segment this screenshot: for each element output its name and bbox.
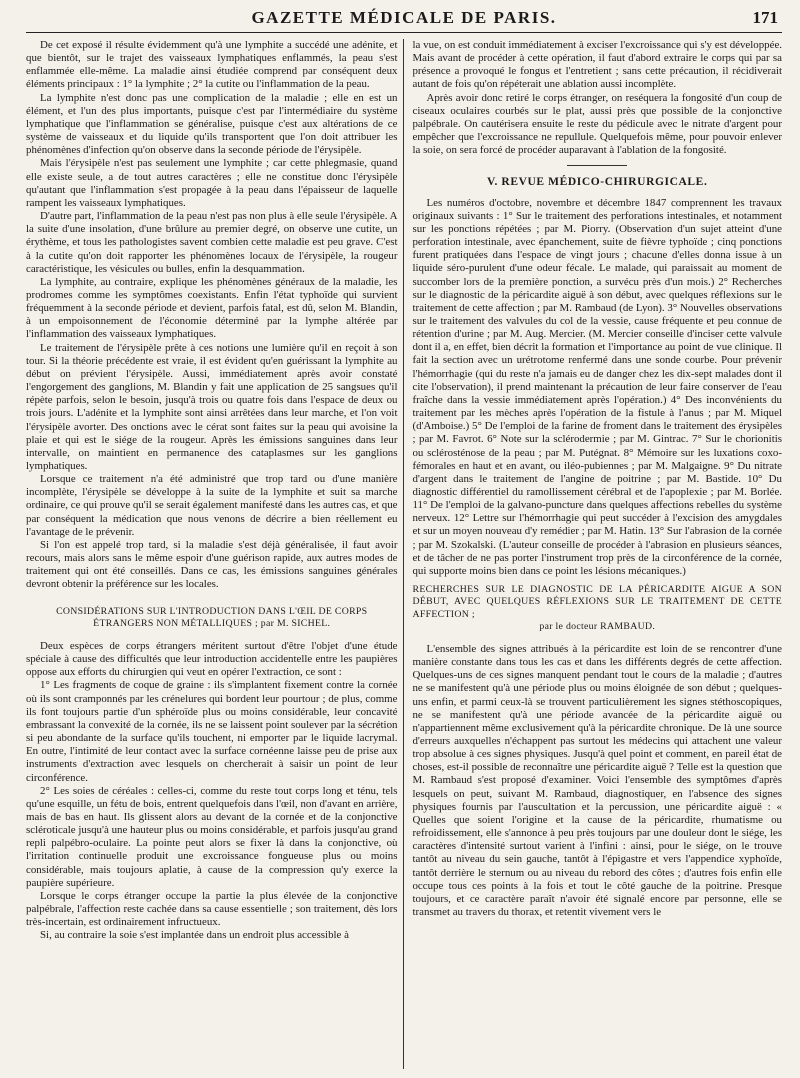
article-author: par le docteur RAMBAUD.	[539, 620, 656, 632]
divider	[567, 165, 627, 166]
page-number: 171	[752, 8, 778, 27]
journal-title: GAZETTE MÉDICALE DE PARIS.	[251, 8, 557, 27]
article-title-rambaud	[412, 584, 782, 633]
paragraph: Si, au contraire la soie s'est implantée dans un endroit plus accessible à	[40, 929, 349, 942]
right-column	[403, 39, 782, 1069]
paragraph: 1° Les fragments de coque de graine : ils s'implantent fixement contre la cornée où ils sont cramponnés par les crénelures qui bordent leur pourtour ; de plus, comme ils font toujours partie d'un sphéroïde plus ou moins considérable, leur concavité embrassant la convexité de la cornée, ils ne se laissent point soulever par la sécrétion si peu abondante de la surface qu'ils touchent, ni emporter par le liquide lacrymal. En outre, l'intimité de leur contact avec la surface cornéenne laisse peu de prise aux instruments d'extraction avec lesquels on chercherait à saisir un point de leur circonférence.	[26, 679, 398, 784]
spacer	[26, 592, 397, 602]
paragraph: Mais l'érysipèle n'est pas seulement une lymphite ; car cette phlegmasie, quand elle existe seule, a de tout autres caractères ; elle ne constitue donc l'érysipèle qu'autant que l'inflammation s'est propagée à la peau dans l'épaisseur de laquelle rampent les vaisseaux lymphatiques.	[26, 157, 398, 209]
paragraph: D'autre part, l'inflammation de la peau n'est pas non plus à elle seule l'érysipèle. A la suite d'une insolation, d'une brûlure au premier degré, on observe une cutite, un érythème, et tous les pathologistes savent combien cette maladie est peu grave. C'est à la cutite qu'on doit rapporter les phénomènes locaux de l'érysipèle, la rougeur caractéristique, les vésicules ou bulles, enfin la desquammation.	[26, 210, 398, 275]
paragraph: L'ensemble des signes attribués à la péricardite est loin de se rencontrer d'une manière constante dans tous les cas et dans les différents degrés de cette affection. Quelques-uns de ces signes manquent pendant tout le cours de la maladie ; d'autres ne se manifestent qu'à une période plus ou moins éloignée de son début ; quelques-uns enfin, et parmi ceux-là se trouvent particulièrement les signes stéthoscopiques, ne se manifestent qu'à une période avancée de la péricardite aiguë ou n'appartiennent même exclusivement qu'à la péricardite chronique. De là une source d'erreurs auxquelles n'échappent pas surtout les médecins qui attachent une valeur trop absolue à ces signes physiques. Jusqu'à quel point et comment, en pareil état de choses, est-il possible de reconnaître une péricardite aiguë ? Telle est la question que M. Rambaud s'est proposé d'examiner. Voici l'ensemble des symptômes d'après lesquels on peut, suivant M. Rambaud, diagnostiquer, en l'absence des signes physiques fournis par l'auscultation et la percussion, une péricardite aiguë : « Quelles que soient l'origine et la cause de la péricardite, rhumatisme ou refroidissement, elle s'annonce à peu près toujours par une douleur dont le siége, les caractères d'intensité surtout varient à l'infini : ainsi, pour le siége, on le trouve tantôt au niveau du sein gauche, tantôt à l'épigastre et vers l'appendice xyphoïde, tantôt derrière le sternum ou au niveau du rebord des côtes ; d'autres fois enfin elle occupe tous ces points à la fois et tout le côté gauche de la poitrine. Presque toujours, et ce caractère paraît n'avoir été signalé encore par personne, elle se transmet au travers du thorax, et retentit vivement vers le	[412, 642, 782, 919]
page-header	[26, 6, 782, 33]
paragraph: Deux espèces de corps étrangers méritent surtout d'être l'objet d'une étude spéciale à cause des difficultés que leur introduction accidentelle entre les paupières oppose aux efforts du chirurgien qui veut en opérer l'extraction, ce sont :	[26, 639, 398, 679]
paragraph: De cet exposé il résulte évidemment qu'à une lymphite a succédé une adénite, et que bientôt, sur le trajet des vaisseaux lymphatiques enflammés, la peau s'est enflammée elle-même. La maladie ainsi étudiée comprend par conséquent deux éléments principaux : 1° la lymphite ; 2° la cutite ou l'inflammation de la peau.	[26, 39, 398, 91]
text-columns	[26, 39, 782, 1069]
paragraph: Après avoir donc retiré le corps étranger, on reséquera la fongosité d'un coup de ciseaux oculaires courbés sur le plat, aussi près que possible de la conjonctive palpébrale. On cautérisera ensuite le reste du pédicule avec le nitrate d'argent pour empêcher que l'excroissance ne repullule. Quelquefois même, pour pouvoir enlever la soie, on sera forcé de procéder auparavant à l'ablation de la fongosité.	[412, 91, 782, 157]
paragraph: 2° Les soies de céréales : celles-ci, comme du reste tout corps long et ténu, tels qu'une esquille, un fétu de bois, entrent quelquefois dans l'œil, non d'avant en arrière, mais de bas en haut. Ils glissent alors au devant de la cornée et de la conjonctive scléroticale jusqu'à une hauteur plus ou moins considérable, et parfois jusqu'au grand repli palpébro-oculaire. La pointe peut alors se fixer là dans la conjonctive, où l'irritation continuelle produit une excroissance fongueuse plus ou moins considérable, mais toujours aplatie, à cause de la compression qu'y exerce la paupière supérieure.	[26, 784, 398, 889]
paragraph: Si l'on est appelé trop tard, si la maladie s'est déjà généralisée, il faut avoir recours, mais alors sans le même espoir d'une guérison rapide, aux autres modes de traitement qui ont été conseillés. Dans ce cas, les émissions sanguines générales devront obtenir la préférence sur les locales.	[26, 538, 398, 591]
paragraph: La lymphite n'est donc pas une complication de la maladie ; elle en est un élément, et l'un des plus importants, puisque c'est par l'intermédiaire du système lymphatique que l'inflammation se généralise, puisque c'est aux altérations de ce système de vaisseaux et du liquide qu'ils transportent que l'on doit attribuer les phénomènes d'infection qu'on observe dans la seconde période de l'érysipèle.	[26, 91, 398, 157]
paragraph: Lorsque ce traitement n'a été administré que trop tard ou d'une manière incomplète, l'érysipèle se développe à la suite de la lymphite et suit sa marche ordinaire, ce qui prouve qu'il se serait également manifesté dans les autres cas, et que par conséquent la médication que nous venons de décrire a bien réellement eu l'avantage de le prévenir.	[26, 473, 398, 538]
article-title-sichel: CONSIDÉRATIONS SUR L'INTRODUCTION DANS L'ŒIL DE CORPS ÉTRANGERS NON MÉTALLIQUES ; par M. SICHEL.	[56, 605, 368, 629]
article-title-main: RECHERCHES SUR LE DIAGNOSTIC DE LA PÉRICARDITE AIGUE A SON DÉBUT, AVEC QUELQUES RÉFLEXIONS SUR LE TRAITEMENT DE CETTE AFFECTION ;	[412, 584, 782, 620]
section-heading: V. REVUE MÉDICO-CHIRURGICALE.	[487, 176, 708, 189]
paragraph: Le traitement de l'érysipèle prête à ces notions une lumière qu'il en reçoit à son tour. Si la théorie précédente est vraie, il est évident qu'en guérissant la lymphite au début on prévient l'érysipèle. Aussi, immédiatement après avoir constaté l'engorgement des ganglions, M. Blandin y fait une application de 25 sangsues qu'il répète parfois, selon le besoin, jusqu'à trois ou quatre fois dans l'espace de deux ou trois jours. L'adénite et la lymphite sont ainsi arrêtées dans leur marche, et l'on voit l'érysipèle avorter. Des onctions avec le cérat sont faites sur la peau qui avoisine la plaie et qui est le siége de la rougeur. Après les émissions sanguines dans leur intervalle, on maintient en permanence des cataplasmes sur les ganglions lymphatiques.	[26, 341, 398, 472]
left-column	[26, 39, 403, 1069]
paragraph: Les numéros d'octobre, novembre et décembre 1847 comprennent les travaux originaux suivants : 1° Sur le traitement des perforations intestinales, et notamment sur les ponctions répétées ; par M. Piorry. (Observation d'un sujet atteint d'une perforation intestinale, avec épanchement, suite de fièvre typhoïde ; cinq ponctions furent pratiquées dans l'espace de vingt jours ; chacune d'elles donna issue à un liquide séro-purulent d'une odeur fécale. Le malade, qui paraissait au moment de succomber lors de la première ponction, a survécu près d'un mois.) 2° Recherches sur le diagnostic de la péricardite aiguë à son début, avec quelques réflexions sur le traitement de cette affection ; par M. Rambaud (de Lyon). 3° Nouvelles observations sur le traitement des valvules du col de la vessie, cause fréquente et peu connue de rétention d'urine ; par M. Aug. Mercier. (M. Mercier conseille d'inciser cette valvule dont il a, en effet, bien décrit la formation et l'importance au point de vue clinique. Il fait la section avec un urétrotome renfermé dans une sonde courbe. Pour prévenir l'hémorrhagie (qui du reste n'a jamais eu de danger chez les dix-sept malades dont il cite l'observation), il prend maintenant la précaution de leur faire conserver de l'eau fraîche dans la vessie immédiatement après l'opération.) 4° Des inconvénients du traitement par les mèches après l'opération de la fistule à l'anus ; par M. Miquel (d'Amboise.) 5° De l'emploi de la farine de froment dans le traitement des érysipèles ; par M. Favrot. 6° Note sur la sclérodermie ; par M. Gintrac. 7° Sur le chorionitis ou sclérosténose de la peau ; par M. Putégnat. 8° Mémoire sur les luxations coxo-fémorales en haut et en avant, ou iléo-pubiennes ; par M. Malgaigne. 9° Du nitrate d'argent dans le traitement de l'angine de poitrine ; par M. Bastide. 10° Du diagnostic différentiel du ramollissement cérébral et de l'apoplexie ; par M. Borlée. 11° De l'emploi de la galvano-puncture dans quelques affections rebelles du système nerveux. 12° Lettre sur l'hémorrhagie qui peut succéder à l'excision des amygdales et sur un moyen nouveau d'y remédier ; par M. Hatin. 13° Sur l'abrasion de la cornée ; par M. Szokalski. (L'auteur conseille de procéder à l'abrasion en plusieurs séances, et de tâcher de ne pas porter l'instrument trop près de la circonférence de la cornée, qui supporte moins bien dans ce point les lésions mécaniques.)	[412, 196, 782, 577]
paragraph: la vue, on est conduit immédiatement à exciser l'excroissance qui s'y est développée. Mais avant de procéder à cette opération, il faut d'abord extraire le corps qui par sa présence a provoqué le fongus et l'entretient ; sans cette précaution, il récidiverait autant de fois qu'on répéterait une ablation aussi incomplète.	[412, 39, 782, 91]
paragraph: Lorsque le corps étranger occupe la partie la plus élevée de la conjonctive palpébrale, l'affection reste cachée dans sa cause essentielle ; son traitement, dès lors très-incertain, est ordinairement infructueux.	[26, 889, 398, 929]
paragraph: La lymphite, au contraire, explique les phénomènes généraux de la maladie, les prodromes comme les symptômes coexistants. Enfin l'état typhoïde qui survient fréquemment à la seconde période et devient, parfois fatal, est dû, selon M. Blandin, à un empoisonnement de l'économie déterminé par la lymphe altérée par l'inflammation des vaisseaux lymphatiques.	[26, 275, 398, 341]
